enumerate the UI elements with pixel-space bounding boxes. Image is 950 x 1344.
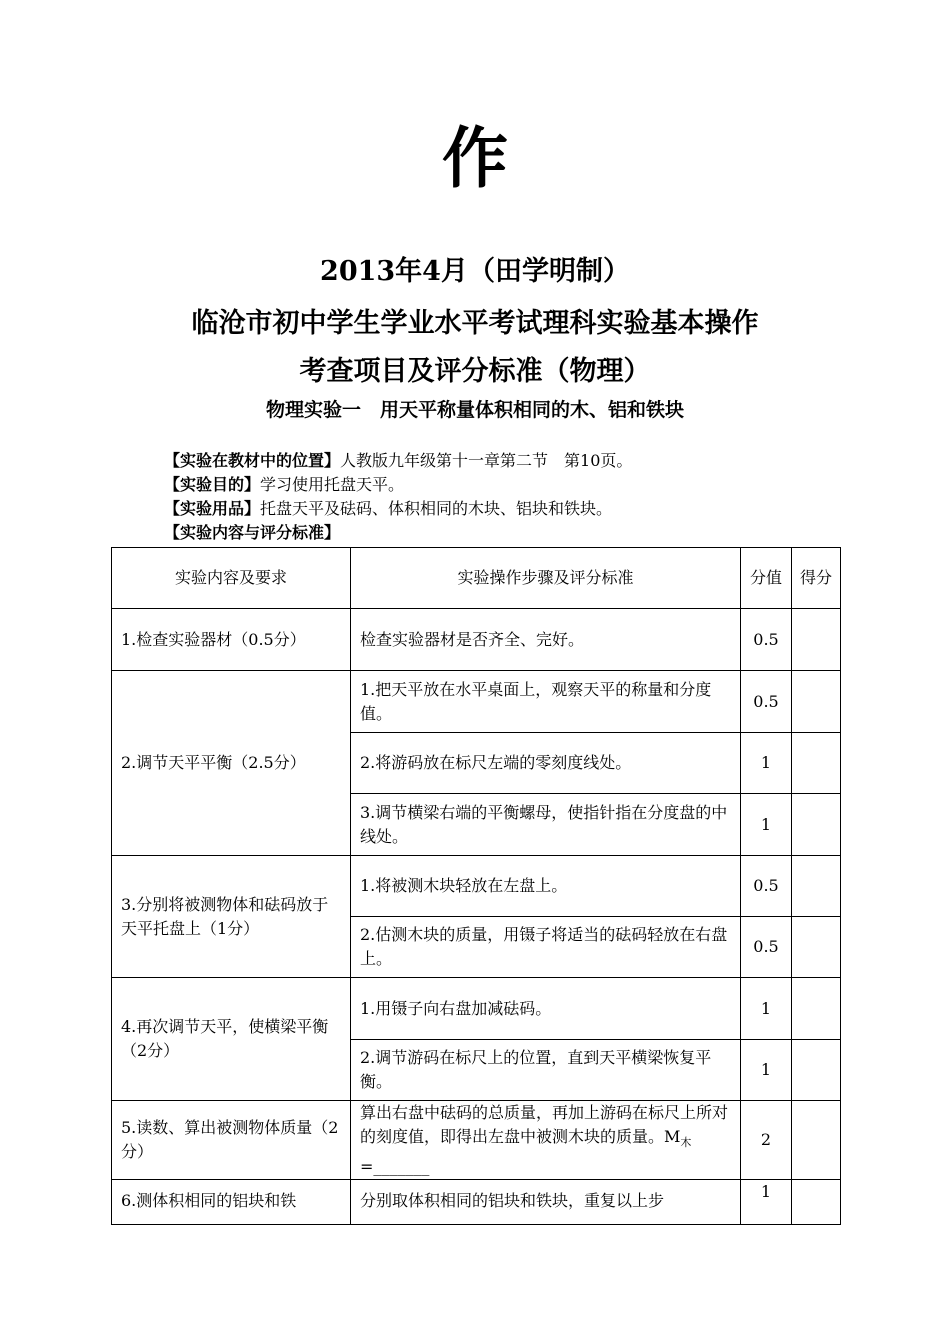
got-cell [792,1040,841,1101]
step-text: 算出右盘中砝码的总质量，再加上游码在标尺上所对的刻度值，即得出左盘中被测木块的质量。 [360,1103,729,1146]
score-cell: 0.5 [741,856,792,917]
got-cell [792,1180,841,1225]
got-cell [792,794,841,856]
info-text: 人教版九年级第十一章第二节 第10页。 [340,451,633,470]
info-text: 学习使用托盘天平。 [260,475,405,494]
info-label: 【实验目的】 [164,475,261,494]
info-text: 托盘天平及砝码、体积相同的木块、铝块和铁块。 [260,499,613,518]
title-date-author: 2013年4月（田学明制） [320,256,630,287]
content-cell: 4.再次调节天平，使横梁平衡（2分） [112,978,351,1101]
score-cell: 1 [741,794,792,856]
table-row [112,856,841,917]
step-cell: 1.将被测木块轻放在左盘上。 [351,856,741,917]
got-cell [792,978,841,1040]
header-steps: 实验操作步骤及评分标准 [351,548,741,609]
score-cell: 2 [741,1101,792,1180]
info-label: 【实验在教材中的位置】 [164,451,341,470]
info-label: 【实验用品】 [164,499,261,518]
content-cell: 5.读数、算出被测物体质量（2分） [112,1101,351,1180]
content-cell: 1.检查实验器材（0.5分） [112,609,351,671]
step-cell: 3.调节横梁右端的平衡螺母，使指针指在分度盘的中线处。 [351,794,741,856]
got-cell [792,917,841,978]
step-cell: 检查实验器材是否齐全、完好。 [351,609,741,671]
score-cell: 0.5 [741,917,792,978]
info-materials [164,497,864,521]
got-cell [792,671,841,733]
got-cell [792,1101,841,1180]
scoring-table [111,547,841,1225]
step-cell: 2.将游码放在标尺左端的零刻度线处。 [351,733,741,794]
header-content: 实验内容及要求 [112,548,351,609]
experiment-subtitle: 物理实验一 用天平称量体积相同的木、铝和铁块 [265,399,684,421]
table-row [112,671,841,733]
table-row [112,1101,841,1180]
score-cell: 1 [741,1180,792,1225]
step-cell: 分别取体积相同的铝块和铁块，重复以上步 [351,1180,741,1225]
step-cell: 1.用镊子向右盘加减砝码。 [351,978,741,1040]
step-cell: 2.估测木块的质量，用镊子将适当的砝码轻放在右盘上。 [351,917,741,978]
mass-symbol: M [664,1127,681,1146]
mass-blank: =_______ [360,1157,430,1177]
info-purpose [164,473,864,497]
heading-fragment: 作 [442,119,508,197]
got-cell [792,733,841,794]
content-cell: 6.测体积相同的铝块和铁 [112,1180,351,1225]
table-row [112,1180,841,1225]
info-label: 【实验内容与评分标准】 [164,523,341,542]
step-cell: 1.把天平放在水平桌面上，观察天平的称量和分度值。 [351,671,741,733]
score-cell: 1 [741,733,792,794]
got-cell [792,609,841,671]
title-exam-name: 临沧市初中学生学业水平考试理科实验基本操作 [191,308,759,339]
score-cell: 1 [741,978,792,1040]
step-cell: 2.调节游码在标尺上的位置，直到天平横梁恢复平衡。 [351,1040,741,1101]
got-cell [792,856,841,917]
table-header-row [112,548,841,609]
score-cell: 0.5 [741,609,792,671]
table-row [112,978,841,1040]
info-content-header [164,521,864,545]
header-score: 分值 [741,548,792,609]
mass-subscript: 木 [680,1136,692,1150]
score-cell: 0.5 [741,671,792,733]
score-cell: 1 [741,1040,792,1101]
step-cell [351,1101,741,1180]
title-scoring-standard: 考查项目及评分标准（物理） [299,356,651,387]
table-row [112,609,841,671]
header-got: 得分 [792,548,841,609]
content-cell: 2.调节天平平衡（2.5分） [112,671,351,856]
info-textbook-position [164,449,864,473]
content-cell: 3.分别将被测物体和砝码放于天平托盘上（1分） [112,856,351,978]
